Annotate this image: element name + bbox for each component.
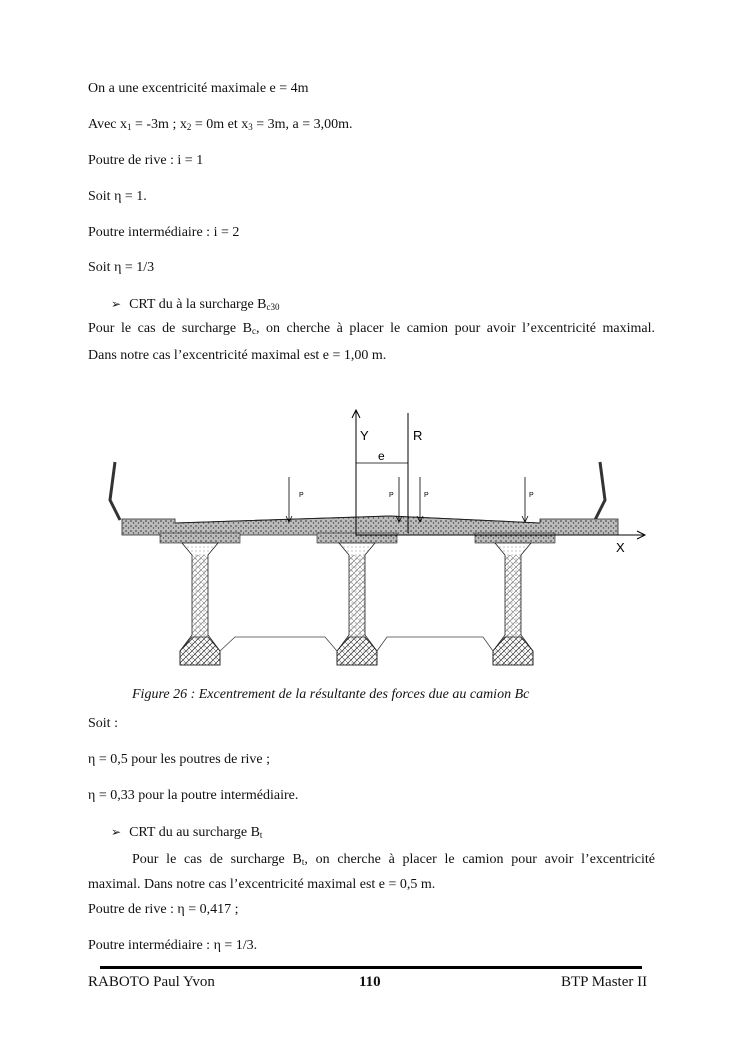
footer-author: RABOTO Paul Yvon [88, 974, 215, 990]
girder-right [493, 543, 533, 665]
paragraph-bc-line1: Pour le cas de surcharge $B_c$, on cherche à placer le camion pour avoir l’excentricité maximal. [88, 321, 656, 336]
right-guardrail [595, 462, 605, 520]
text-line-eccentricity: On a une excentricité maximale e = 4m [88, 81, 309, 96]
y-axis-label: Y [360, 428, 369, 443]
resultant-label: R [413, 428, 423, 443]
arrow-bullet-icon: ➢ [111, 297, 122, 311]
text-line-rive-i: Poutre de rive : i = 1 [88, 153, 204, 168]
paragraph-bt-line1: Pour le cas de surcharge $B_t$, on cherche à placer le camion pour avoir l’excentricité [132, 852, 656, 867]
load-label-1: P [299, 492, 304, 499]
deck-slab [122, 516, 618, 535]
bridge-cross-section-figure [90, 405, 650, 675]
text-eta-rive: η = 0,5 pour les poutres de rive ; [88, 752, 271, 767]
paragraph-bt-line2: maximal. Dans notre cas l’excentricité maximal est e = 0,5 m. [88, 877, 436, 892]
left-guardrail [110, 462, 120, 520]
text-eta-intermediaire: η = 0,33 pour la poutre intermédiaire. [88, 788, 299, 803]
footer-page-number: 110 [359, 974, 381, 990]
text-inter-eta-value: Poutre intermédiaire : η = 1/3. [88, 938, 258, 953]
load-label-3: P [424, 492, 429, 499]
bullet-crt-bc30: ➢ CRT du à la surcharge $B_{c30}$ [111, 297, 280, 312]
arrow-bullet-icon: ➢ [111, 825, 122, 839]
footer-program: BTP Master II [561, 974, 648, 990]
figure-caption: Figure 26 : Excentrement de la résultante des forces due au camion Bc [132, 687, 530, 702]
girder-left [180, 543, 220, 665]
text-line-coordinates: Avec $x_1 = -3m$ ; $x_2 = 0m$ et $x_3 = 3m$, a = 3,00m. [88, 117, 353, 132]
load-arrows [286, 477, 528, 522]
text-soit: Soit : [88, 716, 118, 731]
girder-middle [337, 543, 377, 665]
bullet-crt-bt: ➢ CRT du au surcharge $B_t$ [111, 825, 263, 840]
footer-divider [100, 966, 642, 969]
x-axis-label: X [616, 540, 625, 555]
text-rive-eta-value: Poutre de rive : η = 0,417 ; [88, 902, 239, 917]
text-line-inter-eta: Soit η = 1/3 [88, 260, 155, 275]
load-label-2: P [389, 492, 394, 499]
text-line-inter-i: Poutre intermédiaire : i = 2 [88, 225, 240, 240]
eccentricity-label: e [378, 449, 385, 463]
text-line-rive-eta: Soit η = 1. [88, 189, 147, 204]
paragraph-bc-line2: Dans notre cas l’excentricité maximal est e = 1,00 m. [88, 348, 387, 363]
load-label-4: P [529, 492, 534, 499]
